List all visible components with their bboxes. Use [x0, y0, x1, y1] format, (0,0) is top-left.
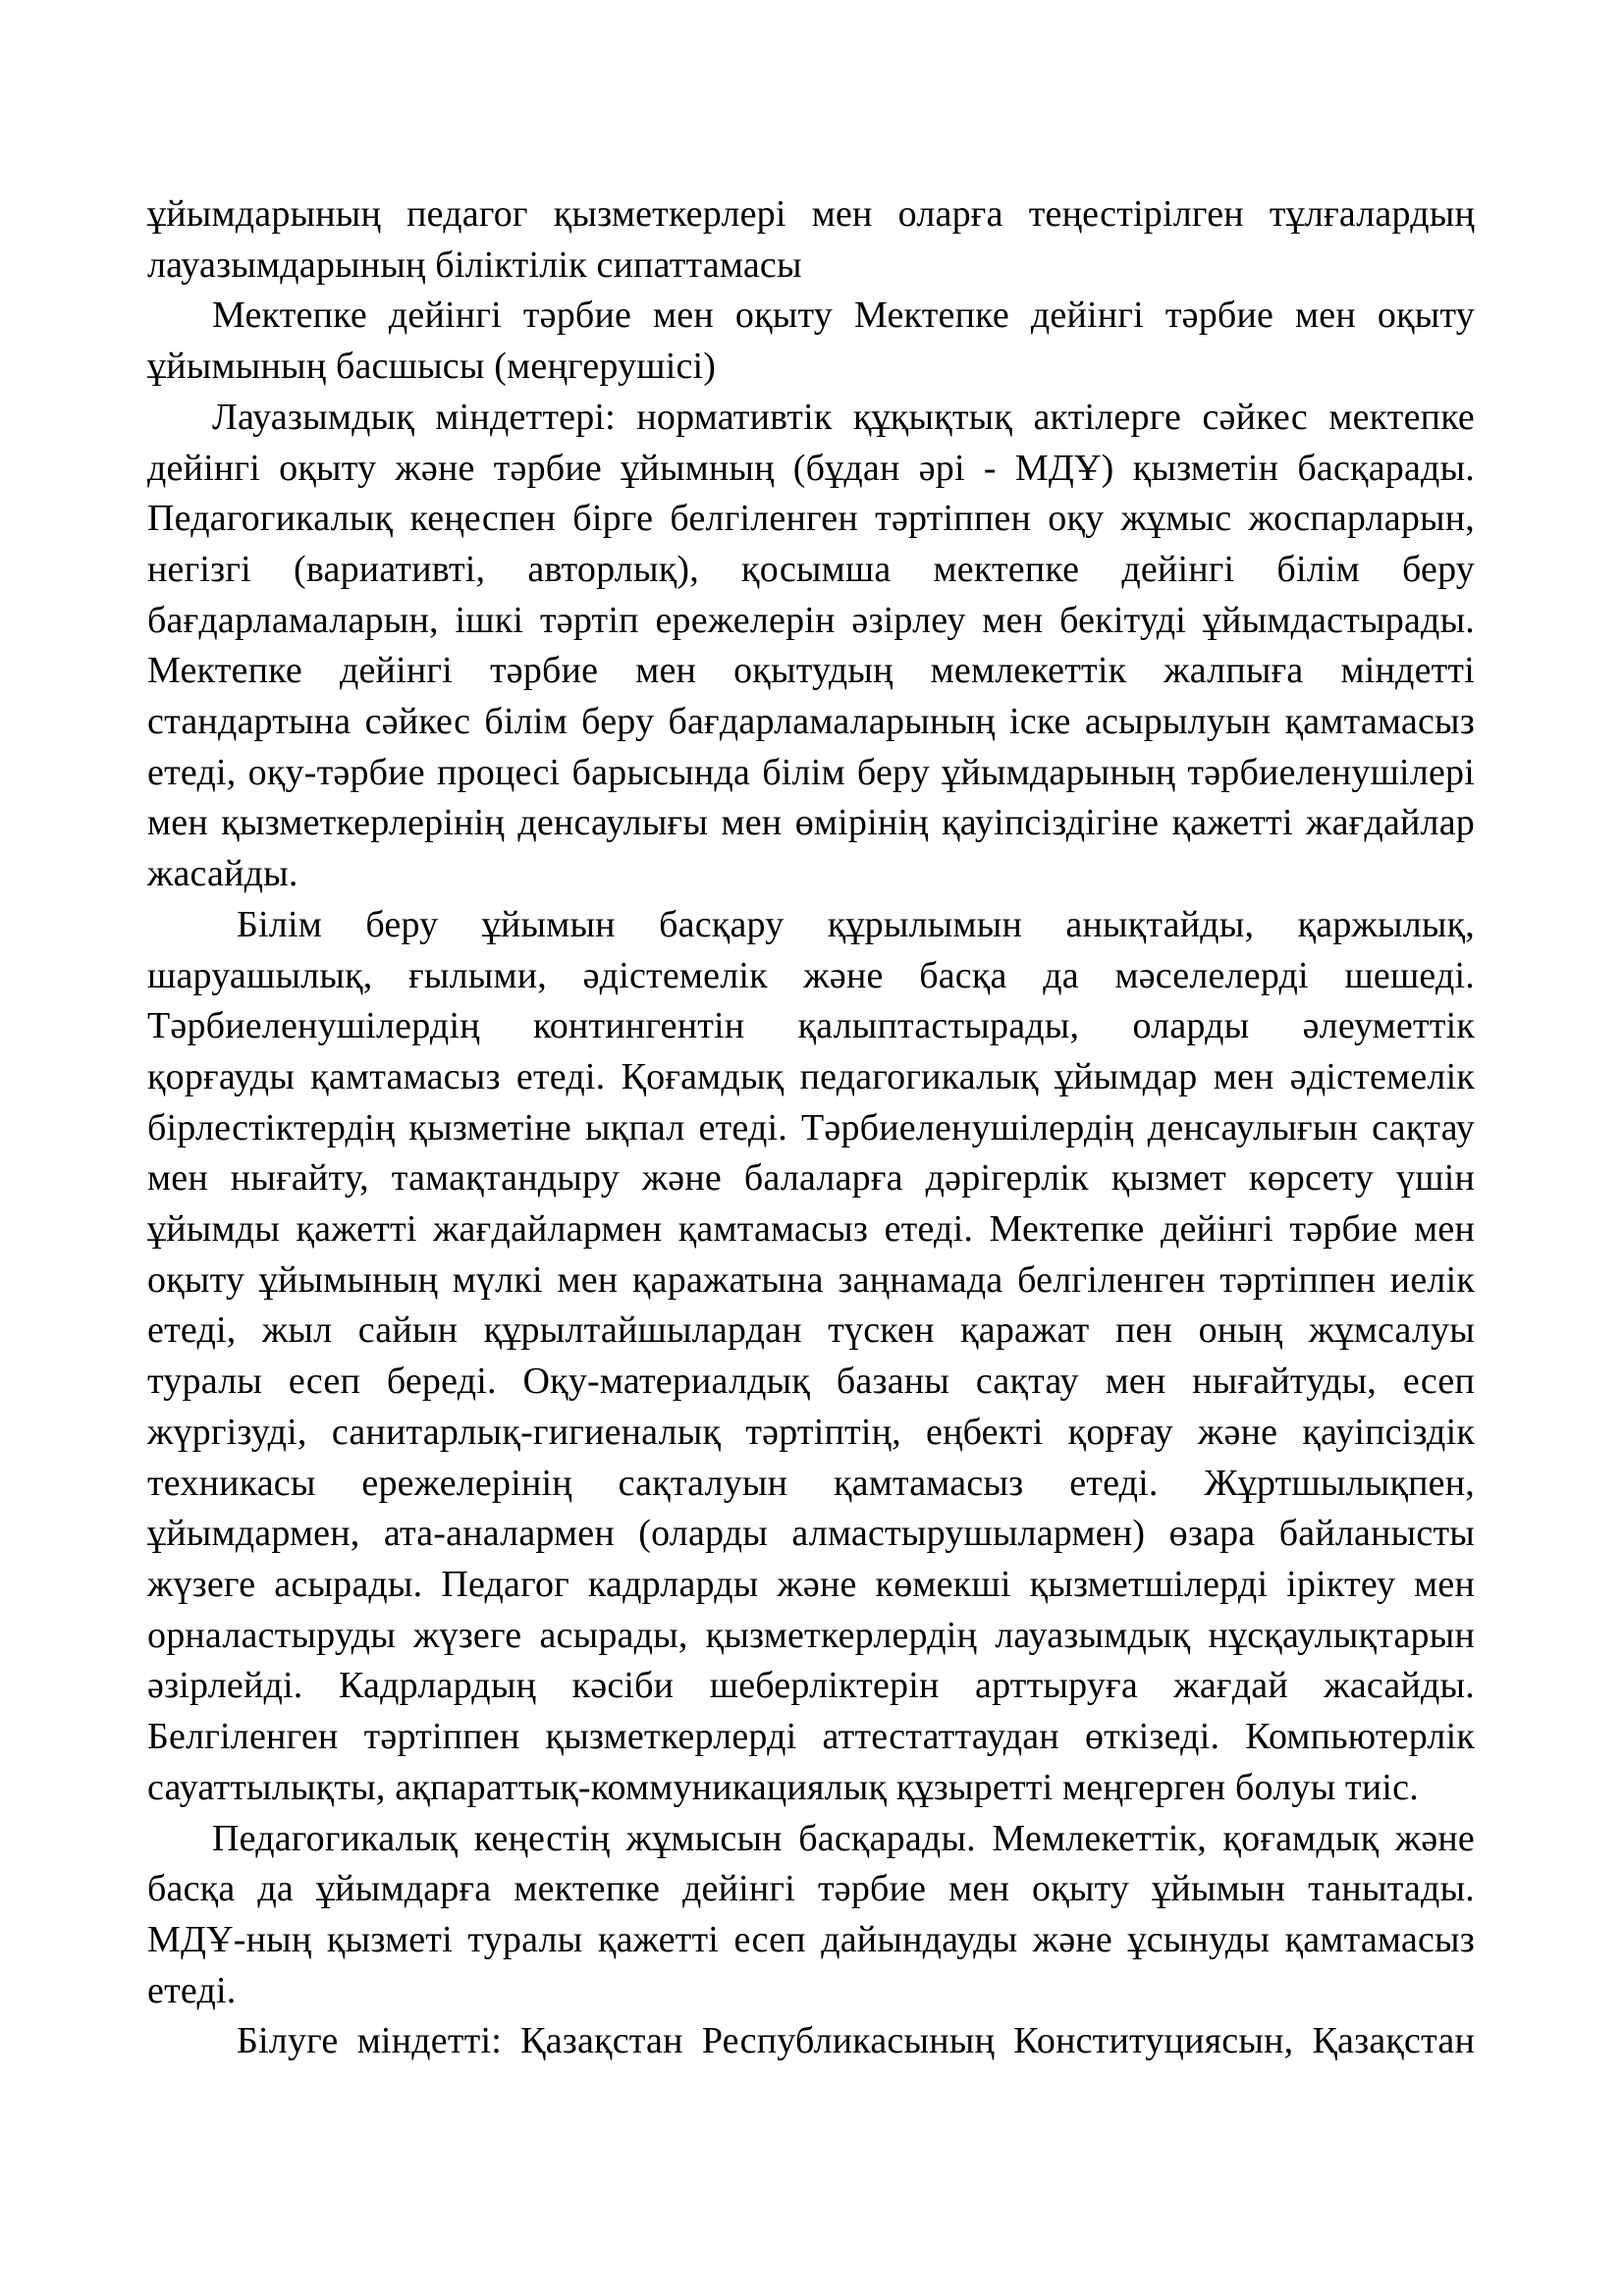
text-line: ұйымдарының педагог қызметкерлері мен оларға теңестірілген тұлғалардың [147, 193, 1475, 235]
text-line: туралы есеп береді. Оқу-материалдық базаны сақтау мен нығайтуды, есеп [147, 1361, 1475, 1403]
text-line: оқыту ұйымының мүлкі мен қаражатына заңнамада белгіленген тәртіппен иелік [147, 1258, 1475, 1301]
text-line: ұйымды қажетті жағдайлармен қамтамасыз етеді. Мектепке дейінгі тәрбие мен [147, 1208, 1475, 1251]
text-line: Тәрбиеленушілердің контингентін қалыптастырады, оларды әлеуметтік [147, 1005, 1475, 1047]
text-line: ұйымының басшысы (меңгерушісі) [147, 346, 717, 388]
text-line: сауаттылықты, ақпараттық-коммуникациялық құзыретті меңгерген болуы тиіс. [147, 1766, 1419, 1808]
text-line: Мектепке дейінгі тәрбие мен оқыту Мектепке дейінгі тәрбие мен оқыту [212, 294, 1475, 337]
text-line: Лауазымдық міндеттері: нормативтік құқықтық актілерге сәйкес мектепке [212, 396, 1475, 438]
text-line: дейінгі оқыту және тәрбие ұйымның (бұдан әрі - МДҰ) қызметін басқарады. [147, 447, 1475, 489]
text-line: мен қызметкерлерінің денсаулығы мен өмірінің қауіпсіздігіне қажетті жағдайлар [147, 802, 1475, 844]
paragraph [147, 1814, 1475, 2017]
paragraph [147, 189, 1475, 291]
text-line: негізгі (вариативті, авторлық), қосымша мектепке дейінгі білім беру [147, 548, 1475, 590]
text-line: Белгіленген тәртіппен қызметкерлерді аттестаттаудан өткізеді. Компьютерлік [147, 1716, 1475, 1758]
text-line: ұйымдармен, ата-аналармен (оларды алмастырушылармен) өзара байланысты [147, 1513, 1475, 1555]
text-line: мен нығайту, тамақтандыру және балаларға дәрігерлік қызмет көрсету үшін [147, 1157, 1475, 1200]
text-line: қорғауды қамтамасыз етеді. Қоғамдық педагогикалық ұйымдар мен әдістемелік [147, 1055, 1475, 1097]
text-line: бағдарламаларын, ішкі тәртіп ережелерін әзірлеу мен бекітуді ұйымдастырады. [147, 599, 1475, 641]
text-line: орналастыруды жүзеге асырады, қызметкерлердің лауазымдық нұсқаулықтарын [147, 1614, 1475, 1656]
text-line: бірлестіктердің қызметіне ықпал етеді. Тәрбиеленушілердің денсаулығын сақтау [147, 1106, 1475, 1148]
text-line: лауазымдарының біліктілік сипаттамасы [147, 243, 802, 286]
text-line: МДҰ-ның қызметі туралы қажетті есеп дайындауды және ұсынуды қамтамасыз [147, 1918, 1475, 1960]
text-line: етеді, оқу-тәрбие процесі барысында білім беру ұйымдарының тәрбиеленушілері [147, 751, 1475, 793]
text-line: Педагогикалық кеңеспен бірге белгіленген тәртіппен оқу жұмыс жоспарларын, [147, 498, 1475, 540]
text-line: етеді. [147, 1969, 237, 2011]
text-line: басқа да ұйымдарға мектепке дейінгі тәрбие мен оқыту ұйымын танытады. [147, 1868, 1475, 1910]
text-line: стандартына сәйкес білім беру бағдарламаларының іске асырылуын қамтамасыз [147, 701, 1475, 743]
text-line: техникасы ережелерінің сақталуын қамтамасыз етеді. Жұртшылықпен, [147, 1462, 1475, 1504]
text-line: Мектепке дейінгі тәрбие мен оқытудың мемлекеттік жалпыға міндетті [147, 650, 1475, 692]
paragraph [147, 291, 1475, 392]
text-line: шаруашылық, ғылыми, әдістемелік және басқа да мәселелерді шешеді. [147, 954, 1475, 996]
text-line: етеді, жыл сайын құрылтайшылардан түскен қаражат пен оның жұмсалуы [147, 1309, 1475, 1352]
text-line: жасайды. [147, 853, 298, 895]
text-line: Білім беру ұйымын басқару құрылымын анықтайды, қаржылық, [237, 903, 1475, 945]
text-line: Педагогикалық кеңестің жұмысын басқарады. Мемлекеттік, қоғамдық және [212, 1817, 1475, 1859]
text-line: жүргізуді, санитарлық-гигиеналық тәртіптің, еңбекті қорғау және қауіпсіздік [147, 1411, 1475, 1453]
text-block [147, 189, 1475, 2067]
paragraph [147, 2016, 1475, 2067]
paragraph [147, 900, 1475, 1814]
text-line: Білуге міндетті: Қазақстан Республикасының Конституциясын, Қазақстан [237, 2020, 1475, 2062]
text-line: жүзеге асырады. Педагог кадрларды және көмекші қызметшілерді іріктеу мен [147, 1563, 1475, 1605]
text-line: әзірлейді. Кадрлардың кәсіби шеберліктерін арттыруға жағдай жасайды. [147, 1665, 1475, 1707]
paragraph [147, 393, 1475, 900]
